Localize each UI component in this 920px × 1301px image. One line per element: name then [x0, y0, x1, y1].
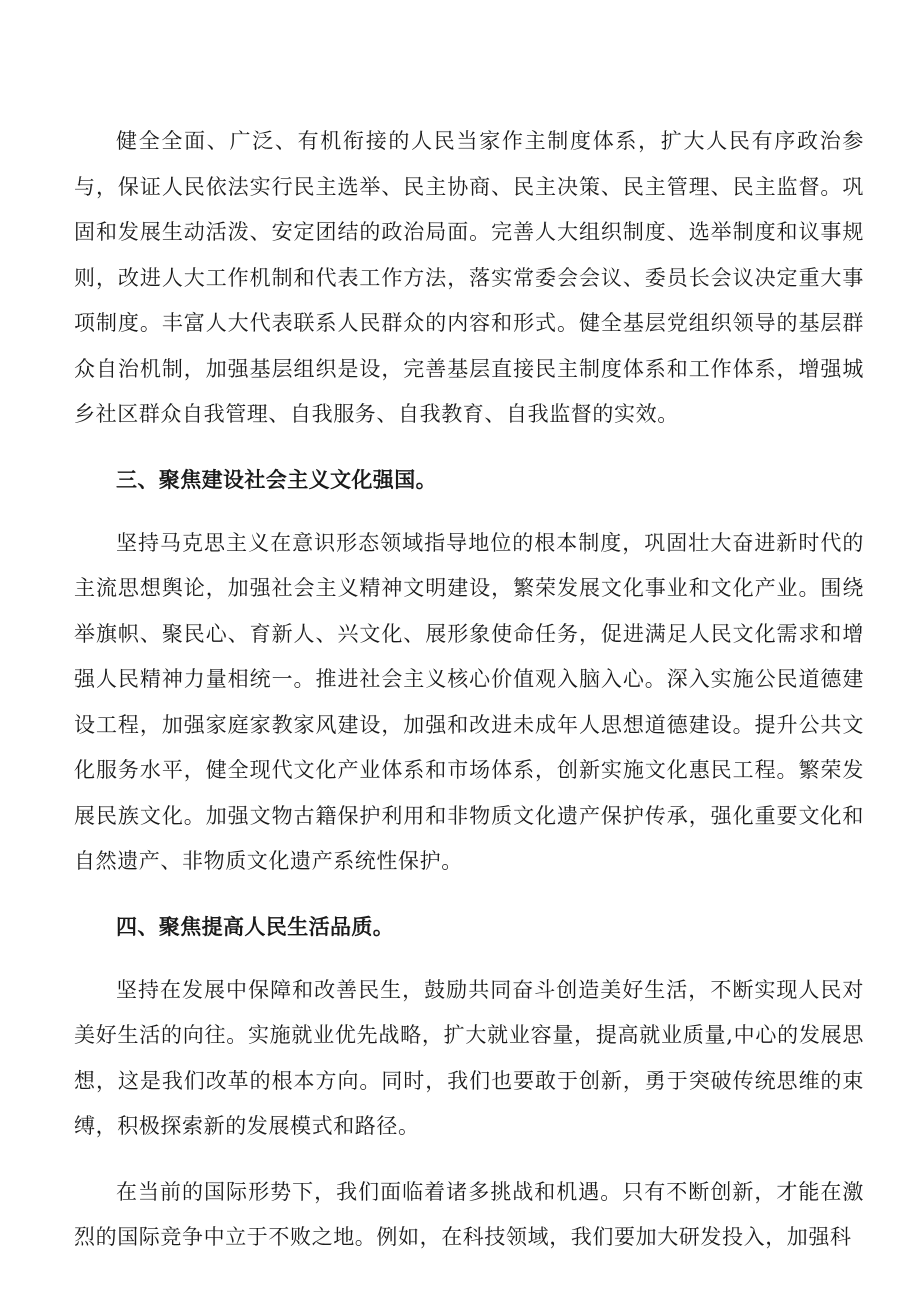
paragraph-people-democracy: 健全全面、广泛、有机衔接的人民当家作主制度体系，扩大人民有序政治参与，保证人民依法实行民主选举、民主协商、民主决策、民主管理、民主监督。巩固和发展生动活泼、安定团结的政治局面。完善人大组织制度、选举制度和议事规则，改进人大工作机制和代表工作方法，落实常委会会议、委员长会议决定重大事项制度。丰富人大代表联系人民群众的内容和形式。健全基层党组织领导的基层群众自治机制，加强基层组织是设，完善基层直接民主制度体系和工作体系，增强城乡社区群众自我管理、自我服务、自我教育、自我监督的实效。: [74, 129, 864, 426]
document-page: [74, 119, 864, 1261]
section-heading-livelihood: 四、聚焦提高人民生活品质。: [116, 914, 395, 939]
paragraph-international: 在当前的国际形势下，我们面临着诸多挑战和机遇。只有不断创新，才能在激烈的国际竞争中立于不败之地。例如，在科技领域，我们要加大研发投入，加强科: [74, 1179, 864, 1249]
section-heading-culture: 三、聚焦建设社会主义文化强国。: [116, 467, 437, 492]
paragraph-livelihood: 坚持在发展中保障和改善民生，鼓励共同奋斗创造美好生活，不断实现人民对美好生活的向往。实施就业优先战略，扩大就业容量，提高就业质量,中心的发展思想，这是我们改革的根本方向。同时，我们也要敢于创新，勇于突破传统思维的束缚，积极探索新的发展模式和路径。: [74, 977, 864, 1138]
paragraph-culture: 坚持马克思主义在意识形态领域指导地位的根本制度，巩固壮大奋进新时代的主流思想舆论，加强社会主义精神文明建设，繁荣发展文化事业和文化产业。围绕举旗帜、聚民心、育新人、兴文化、展形象使命任务，促进满足人民文化需求和增强人民精神力量相统一。推进社会主义核心价值观入脑入心。深入实施公民道德建设工程，加强家庭家教家风建设，加强和改进未成年人思想道德建设。提升公共文化服务水平，健全现代文化产业体系和市场体系，创新实施文化惠民工程。繁荣发展民族文化。加强文物古籍保护利用和非物质文化遗产保护传承，强化重要文化和自然遗产、非物质文化遗产系统性保护。: [74, 530, 864, 873]
